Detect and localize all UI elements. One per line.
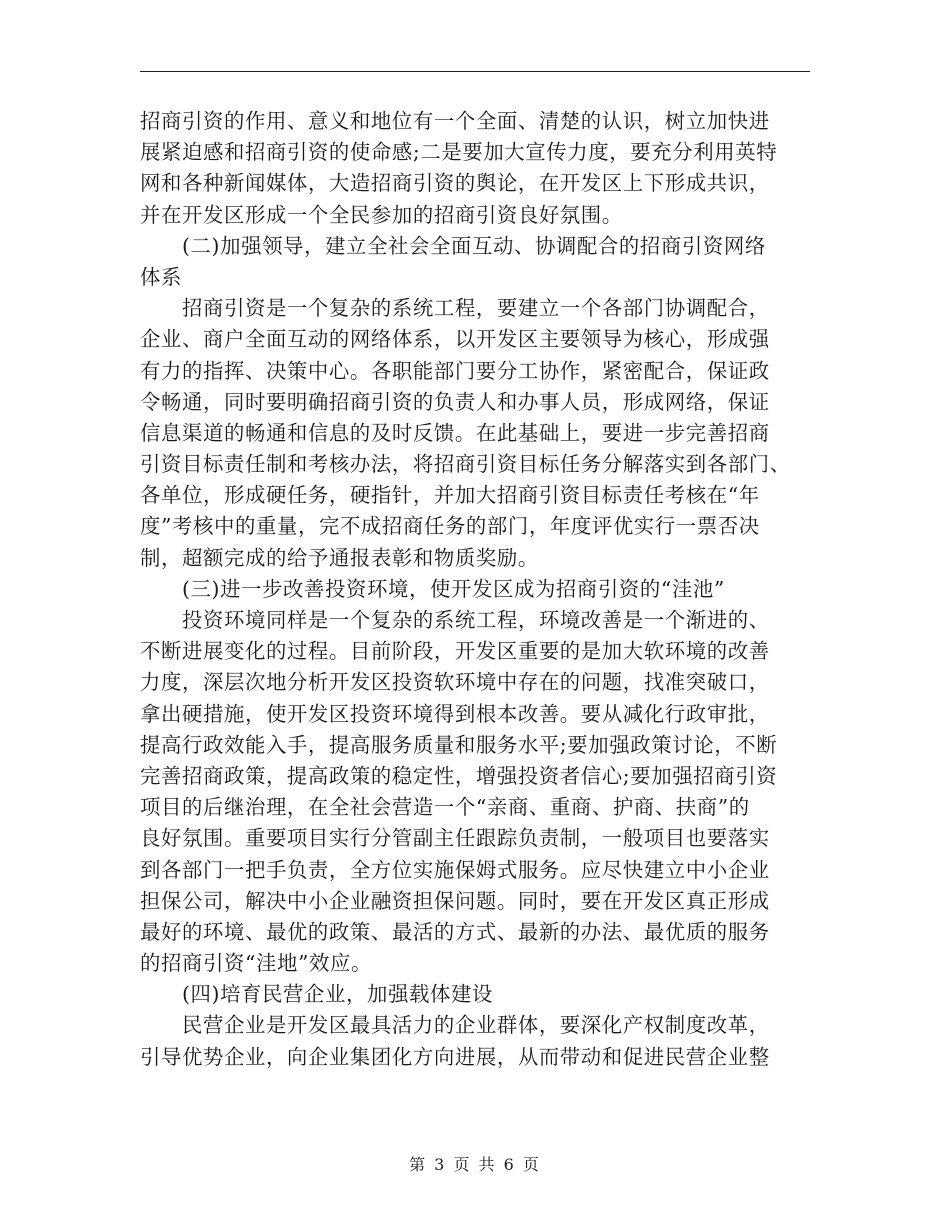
text-line: 到各部门一把手负责，全方位实施保姆式服务。应尽快建立中小企业 xyxy=(140,857,770,882)
header-rule xyxy=(140,71,810,72)
text-line: 制，超额完成的给予通报表彰和物质奖励。 xyxy=(140,545,539,570)
text-line: 力度，深层次地分析开发区投资软环境中存在的问题，找准突破口， xyxy=(140,670,770,695)
text-line: 项目的后继治理，在全社会营造一个“亲商、重商、护商、扶商”的 xyxy=(140,795,750,820)
text-line: 最好的环境、最优的政策、最活的方式、最新的办法、最优质的服务 xyxy=(140,919,770,944)
text-line: 提高行政效能入手，提高服务质量和服务水平;要加强政策讨论，不断 xyxy=(140,732,778,757)
document-body xyxy=(140,106,810,1073)
text-line: 引导优势企业，向企业集团化方向进展，从而带动和促进民营企业整 xyxy=(140,1044,770,1069)
text-line: 担保公司，解决中小企业融资担保问题。同时，要在开发区真正形成 xyxy=(140,888,770,913)
text-line: 不断进展变化的过程。目前阶段，开发区重要的是加大软环境的改善 xyxy=(140,639,770,664)
text-line: 民营企业是开发区最具活力的企业群体，要深化产权制度改革， xyxy=(140,1013,770,1038)
text-line: (四)培育民营企业，加强载体建设 xyxy=(140,982,493,1007)
text-line: 企业、商户全面互动的网络体系，以开发区主要领导为核心，形成强 xyxy=(140,327,770,352)
text-line: (三)进一步改善投资环境，使开发区成为招商引资的“洼池” xyxy=(140,576,725,601)
text-line: 引资目标责任制和考核办法，将招商引资目标任务分解落实到各部门、 xyxy=(140,452,791,477)
text-line: 有力的指挥、决策中心。各职能部门要分工协作，紧密配合，保证政 xyxy=(140,358,770,383)
text-line: 的招商引资“洼地”效应。 xyxy=(140,951,372,976)
text-line: 令畅通，同时要明确招商引资的负责人和办事人员，形成网络，保证 xyxy=(140,389,770,414)
text-line: 并在开发区形成一个全民参加的招商引资良好氛围。 xyxy=(140,202,623,227)
page-footer: 第 3 页 共 6 页 xyxy=(409,1155,541,1174)
text-line: 度”考核中的重量，完不成招商任务的部门，年度评优实行一票否决 xyxy=(140,514,760,539)
text-line: 完善招商政策，提高政策的稳定性，增强投资者信心;要加强招商引资 xyxy=(140,763,778,788)
text-line: 网和各种新闻媒体，大造招商引资的舆论，在开发区上下形成共识， xyxy=(140,171,770,196)
text-line: 招商引资的作用、意义和地位有一个全面、清楚的认识，树立加快进 xyxy=(140,109,770,133)
text-line: (二)加强领导，建立全社会全面互动、协调配合的招商引资网络 xyxy=(140,233,766,258)
text-line: 投资环境同样是一个复杂的系统工程，环境改善是一个渐进的、 xyxy=(140,608,770,632)
text-line: 信息渠道的畅通和信息的及时反馈。在此基础上，要进一步完善招商 xyxy=(140,420,770,445)
text-line: 展紧迫感和招商引资的使命感;二是要加大宣传力度，要充分利用英特 xyxy=(140,140,778,165)
text-line: 良好氛围。重要项目实行分管副主任跟踪负责制，一般项目也要落实 xyxy=(140,826,770,851)
text-line: 各单位，形成硬任务，硬指针，并加大招商引资目标责任考核在“年 xyxy=(140,483,760,508)
text-line: 体系 xyxy=(140,264,182,289)
text-line: 招商引资是一个复杂的系统工程，要建立一个各部门协调配合， xyxy=(140,296,770,321)
text-line: 拿出硬措施，使开发区投资环境得到根本改善。要从减化行政审批， xyxy=(140,701,770,726)
